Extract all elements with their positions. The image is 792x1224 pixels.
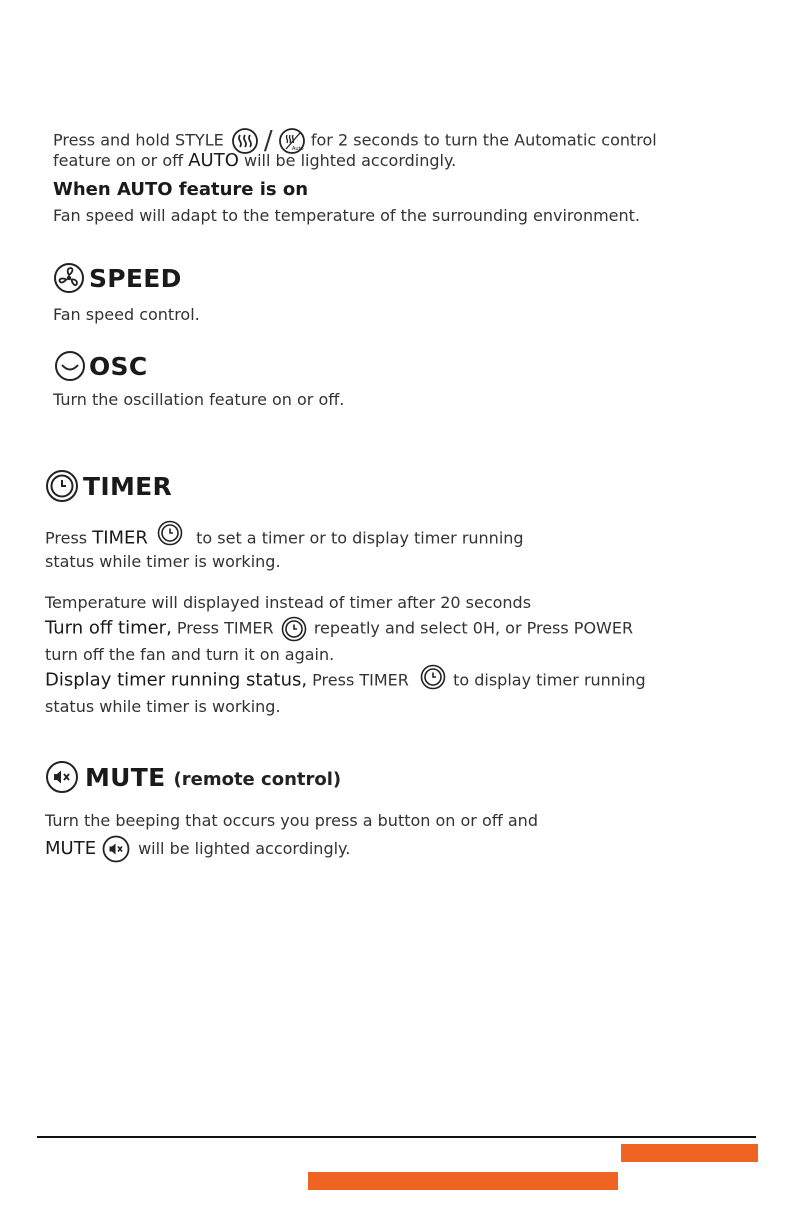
footer-accent-bar-center [308, 1172, 618, 1190]
slash-separator: / [263, 126, 273, 156]
turn-off-timer-label: Turn off timer, [45, 617, 172, 639]
timer-p1-press: Press [45, 528, 88, 548]
timer-p2-line2 [45, 616, 633, 642]
timer-p1-text: to set a timer or to display timer running [196, 528, 524, 548]
mute-heading [45, 760, 341, 794]
mute-icon [45, 760, 79, 794]
svg-text:Auto: Auto [291, 146, 304, 152]
timer-icon [157, 520, 183, 546]
style-line2-a: feature on or off [53, 151, 184, 170]
turn-off-text: repeatly and select 0H, or Press POWER [313, 618, 634, 638]
timer-heading [45, 469, 172, 503]
display-press: Press TIMER [312, 670, 409, 690]
mute-icon [102, 835, 130, 863]
speed-heading [53, 262, 182, 294]
mute-title: MUTE [85, 762, 166, 792]
timer-p2-line4 [45, 668, 646, 694]
mute-line2-text: will be lighted accordingly. [138, 839, 351, 858]
timer-title: TIMER [83, 471, 173, 501]
style-text-b: for 2 seconds to turn the Automatic control [310, 130, 657, 150]
footer-accent-bar-right [621, 1144, 758, 1162]
style-line-2 [53, 150, 456, 172]
footer-rule [37, 1136, 756, 1138]
timer-p1-timer-label: TIMER [92, 527, 148, 549]
timer-p1-line1 [45, 526, 524, 552]
mute-line1: Turn the beeping that occurs you press a button on or off and [45, 811, 538, 830]
timer-p2-line1: Temperature will displayed instead of timer after 20 seconds [45, 593, 532, 612]
display-status-label: Display timer running status, [45, 669, 308, 691]
timer-p2-line5: status while timer is working. [45, 697, 281, 716]
auto-subheading: When AUTO feature is on [53, 179, 309, 200]
mute-title-sub: (remote control) [173, 768, 342, 790]
style-line2-b: will be lighted accordingly. [243, 151, 457, 170]
mute-line2 [45, 835, 350, 863]
auto-label: AUTO [188, 150, 239, 171]
timer-p1-line2: status while timer is working. [45, 552, 281, 571]
timer-icon [281, 616, 307, 642]
mute-label: MUTE [45, 838, 97, 859]
osc-heading [53, 350, 148, 382]
style-text-a: Press and hold STYLE [53, 130, 224, 150]
osc-description: Turn the oscillation feature on or off. [53, 390, 345, 409]
fan-icon [53, 262, 85, 294]
timer-p2-line3: turn off the fan and turn it on again. [45, 645, 335, 664]
auto-description: Fan speed will adapt to the temperature of the surrounding environment. [53, 206, 641, 225]
timer-icon [420, 664, 446, 690]
oscillation-icon [53, 350, 87, 382]
speed-description: Fan speed control. [53, 305, 200, 324]
display-text: to display timer running [453, 670, 646, 690]
osc-title: OSC [89, 351, 148, 381]
timer-icon [45, 469, 79, 503]
turn-off-press: Press TIMER [176, 618, 274, 638]
speed-title: SPEED [89, 263, 182, 293]
